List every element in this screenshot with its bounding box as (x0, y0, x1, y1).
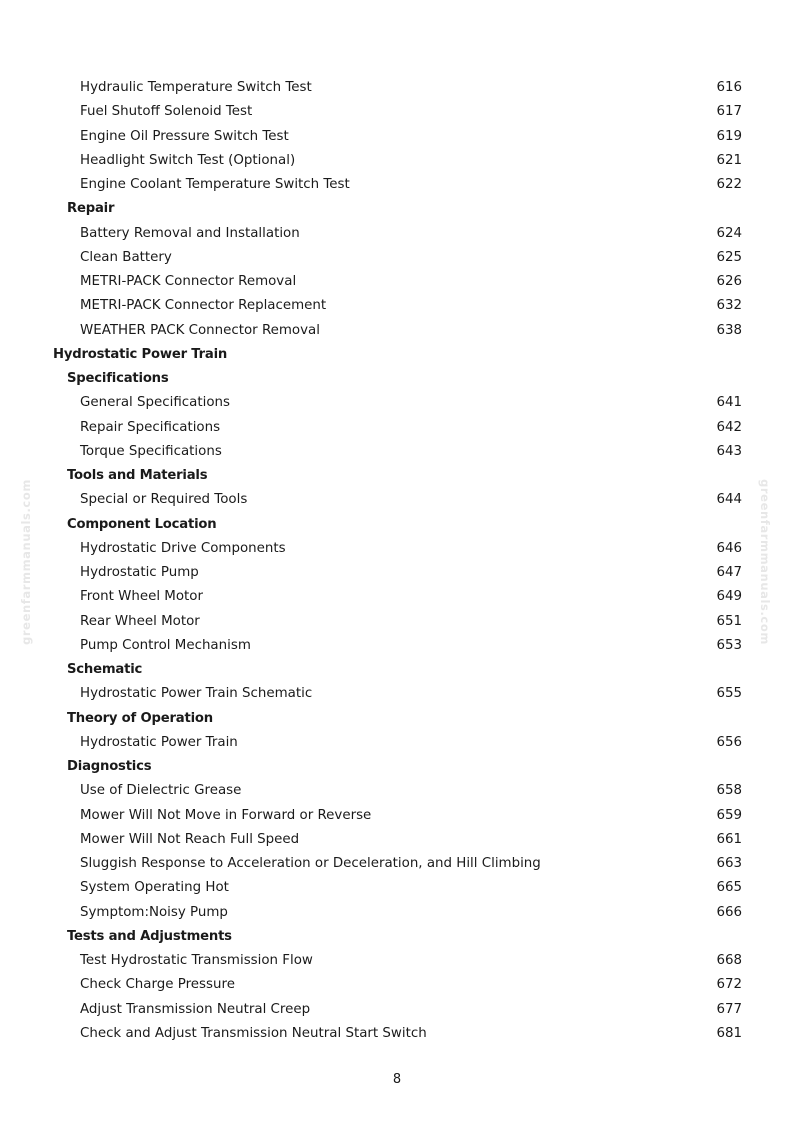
toc-entry[interactable] (0, 294, 794, 318)
toc-entry-title: Clean Battery (80, 249, 172, 265)
toc-entry-page: 681 (716, 1025, 742, 1041)
toc-entry-page: 663 (716, 856, 742, 871)
toc-entry-title: Engine Coolant Temperature Switch Test (80, 177, 350, 192)
toc-entry-title: Hydrostatic Pump (80, 565, 199, 580)
toc-entry[interactable] (0, 682, 794, 706)
toc-entry-page: 632 (716, 298, 742, 314)
toc-entry[interactable] (0, 416, 794, 440)
toc-entry-page: 617 (716, 104, 742, 120)
toc-entry-page: 647 (716, 565, 742, 580)
toc-entry-page: 644 (716, 492, 742, 508)
toc-entry-title: Tests and Adjustments (67, 928, 232, 944)
toc-entry-title: Diagnostics (67, 759, 152, 774)
toc-entry-page: 668 (716, 953, 742, 968)
toc-entry-title: Mower Will Not Move in Forward or Reverse (80, 807, 372, 823)
toc-entry-page: 677 (716, 1001, 742, 1017)
toc-entry[interactable] (0, 100, 794, 124)
toc-entry[interactable] (0, 949, 794, 973)
toc-entry-title: Hydrostatic Drive Components (80, 540, 286, 556)
toc-entry-page: 659 (716, 807, 742, 823)
toc-entry[interactable] (0, 876, 794, 900)
toc-entry-page: 621 (716, 152, 742, 168)
toc-entry[interactable] (0, 1022, 794, 1046)
toc-entry-title: Torque Specifications (80, 443, 222, 459)
toc-entry[interactable] (0, 901, 794, 925)
toc-entry-title: METRI-PACK Connector Removal (80, 274, 297, 289)
toc-entry-title: Repair Specifications (80, 419, 221, 435)
toc-entry[interactable] (0, 561, 794, 585)
toc-entry-title: Use of Dielectric Grease (80, 783, 242, 799)
toc-entry-page: 649 (716, 589, 742, 605)
toc-entry-title: Battery Removal and Installation (80, 225, 300, 241)
toc-entry-title: Fuel Shutoff Solenoid Test (80, 104, 253, 120)
toc-entry-page: 622 (716, 177, 742, 192)
toc-entry-title: General Specifications (80, 395, 230, 411)
toc-entry[interactable] (0, 125, 794, 149)
toc-entry[interactable] (0, 149, 794, 173)
toc-entry-title: Pump Control Mechanism (80, 637, 251, 653)
toc-entry-page: 641 (716, 395, 742, 411)
toc-entry-title: Symptom:Noisy Pump (80, 904, 228, 920)
toc-entry[interactable] (0, 610, 794, 634)
toc-entry-page: 625 (716, 249, 742, 265)
toc-entry[interactable] (0, 270, 794, 294)
toc-section-heading (0, 658, 794, 682)
toc-entry-page: 653 (716, 637, 742, 653)
toc-entry-title: Component Location (67, 516, 217, 532)
toc-entry-title: Hydrostatic Power Train Schematic (80, 686, 313, 702)
toc-entry-page: 638 (716, 322, 742, 338)
toc-entry-title: Special or Required Tools (80, 492, 248, 508)
toc-entry-title: Theory of Operation (67, 710, 213, 726)
toc-entry[interactable] (0, 440, 794, 464)
toc-entry-title: Check Charge Pressure (80, 977, 235, 993)
toc-entry-title: Mower Will Not Reach Full Speed (80, 831, 300, 847)
toc-entry-page: 642 (716, 419, 742, 435)
toc-entry-title: Schematic (67, 662, 143, 677)
toc-entry-title: Engine Oil Pressure Switch Test (80, 128, 289, 144)
toc-entry-page: 624 (716, 225, 742, 241)
toc-entry-page: 661 (716, 831, 742, 847)
toc-entry-title: Hydrostatic Power Train (80, 734, 238, 750)
toc-entry-page: 665 (716, 880, 742, 896)
toc-section-heading (0, 343, 794, 367)
toc-entry-title: Headlight Switch Test (Optional) (80, 152, 296, 168)
toc-entry-page: 651 (716, 613, 742, 629)
toc-entry-title: Tools and Materials (67, 468, 208, 483)
toc-entry[interactable] (0, 246, 794, 270)
toc-entry[interactable] (0, 173, 794, 197)
toc-entry-title: WEATHER PACK Connector Removal (80, 322, 320, 338)
watermark-right: greenfarmmanuals.com (758, 479, 772, 645)
toc-entry[interactable] (0, 222, 794, 246)
toc-entry-title: Sluggish Response to Acceleration or Deceleration, and Hill Climbing (80, 856, 541, 871)
toc-entry-title: Rear Wheel Motor (80, 613, 200, 629)
toc-section-heading (0, 707, 794, 731)
toc-entry-page: 666 (716, 904, 742, 920)
toc-entry-title: Test Hydrostatic Transmission Flow (80, 953, 313, 968)
toc-entry[interactable] (0, 634, 794, 658)
toc-entry[interactable] (0, 998, 794, 1022)
toc-entry[interactable] (0, 852, 794, 876)
toc-entry-page: 658 (716, 783, 742, 799)
toc-entry[interactable] (0, 319, 794, 343)
toc-entry-page: 646 (716, 540, 742, 556)
toc-entry-title: System Operating Hot (80, 880, 229, 896)
toc-entry[interactable] (0, 779, 794, 803)
toc-entry[interactable] (0, 537, 794, 561)
toc-section-heading (0, 925, 794, 949)
toc-section-heading (0, 464, 794, 488)
toc-entry[interactable] (0, 973, 794, 997)
toc-entry-title: METRI-PACK Connector Replacement (80, 298, 327, 314)
toc-entry[interactable] (0, 585, 794, 609)
toc-entry-page: 626 (716, 274, 742, 289)
toc-entry-page: 655 (716, 686, 742, 702)
toc-entry[interactable] (0, 828, 794, 852)
toc-entry[interactable] (0, 391, 794, 415)
toc-entry[interactable] (0, 804, 794, 828)
table-of-contents (0, 76, 794, 1046)
toc-entry-title: Repair (67, 201, 115, 217)
toc-entry-title: Hydrostatic Power Train (53, 346, 228, 362)
toc-entry-title: Check and Adjust Transmission Neutral Start Switch (80, 1025, 427, 1041)
page-number: 8 (392, 1072, 402, 1087)
watermark-left: greenfarmmanuals.com (19, 479, 33, 645)
toc-section-heading (0, 755, 794, 779)
toc-entry-title: Specifications (67, 371, 169, 386)
toc-entry-page: 619 (716, 128, 742, 144)
toc-entry[interactable] (0, 488, 794, 512)
toc-entry-title: Hydraulic Temperature Switch Test (80, 80, 312, 95)
toc-entry[interactable] (0, 731, 794, 755)
toc-entry-title: Front Wheel Motor (80, 589, 203, 605)
toc-section-heading (0, 367, 794, 391)
toc-entry[interactable] (0, 76, 794, 100)
toc-entry-title: Adjust Transmission Neutral Creep (80, 1001, 311, 1017)
toc-entry-page: 656 (716, 734, 742, 750)
toc-entry-page: 616 (716, 80, 742, 95)
toc-section-heading (0, 197, 794, 221)
toc-entry-page: 643 (716, 443, 742, 459)
toc-entry-page: 672 (716, 977, 742, 993)
toc-section-heading (0, 513, 794, 537)
